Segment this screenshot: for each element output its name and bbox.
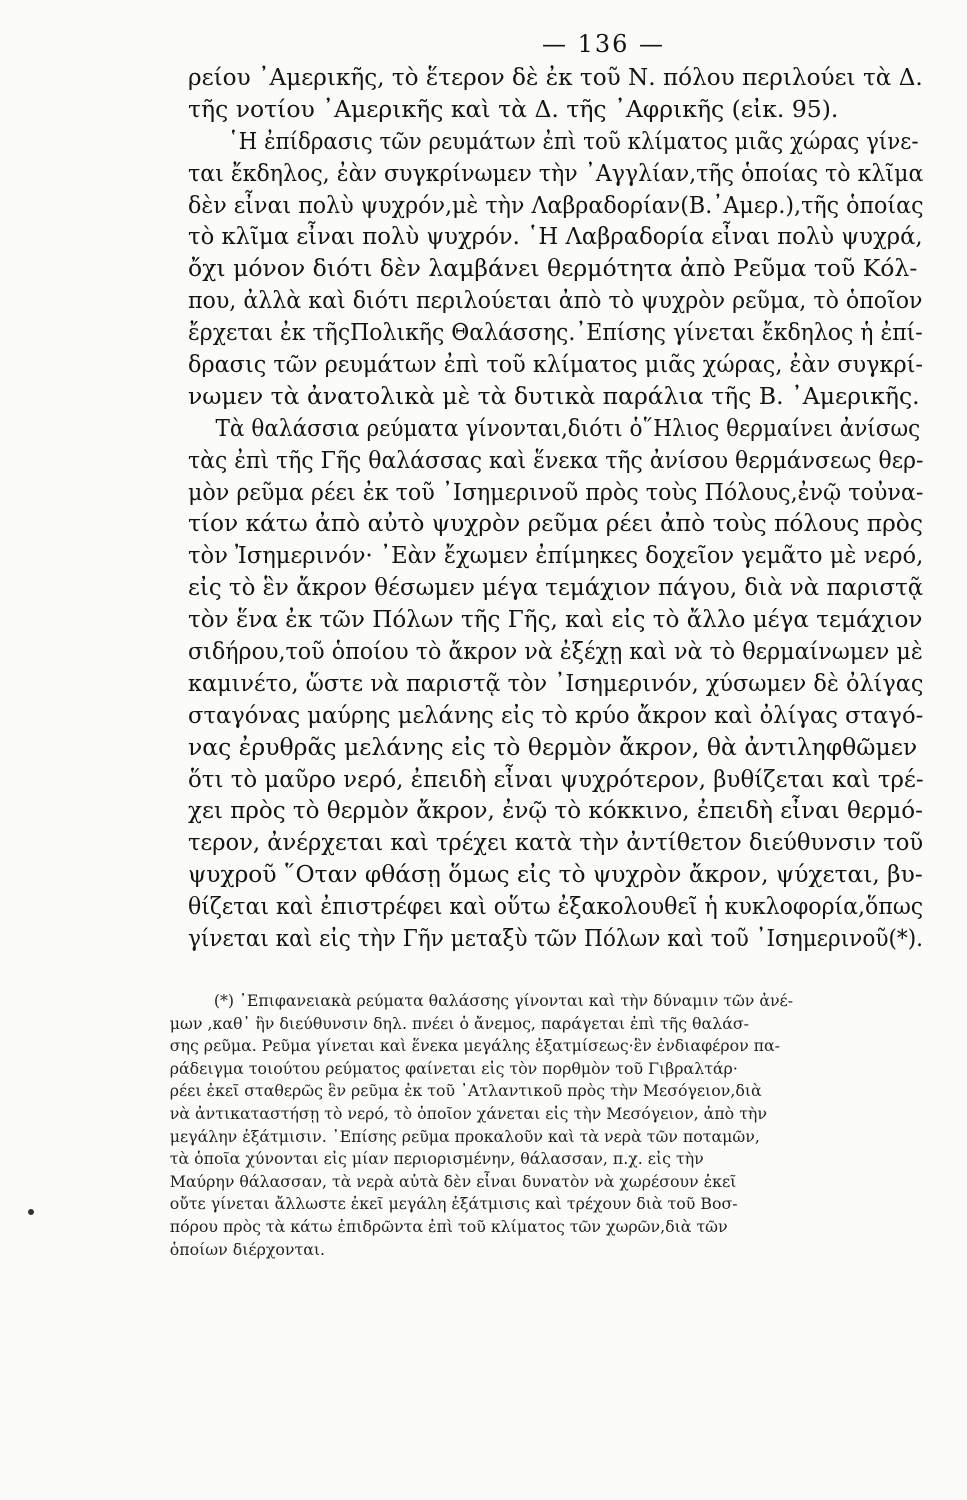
footnote-line: μων ,καθ᾿ ἣν διεύθυνσιν δηλ. πνέει ὁ ἄνεμος, παράγεται ἐπὶ τῆς θαλάσ-: [169, 1013, 749, 1033]
footnote-line: ρέει ἐκεῖ σταθερῶς ἓν ρεῦμα ἐκ τοῦ ᾿Ατλαντικοῦ πρὸς τὴν Μεσόγειον,διὰ: [169, 1081, 762, 1101]
footnote: [160, 990, 930, 1261]
page-number: — 136 —: [541, 30, 666, 58]
body-line: τὸν Ἰσημερινόν· ᾿Εὰν ἔχωμεν ἐπίμηκες δοχεῖον γεμᾶτο μὲ νερό,: [188, 541, 924, 570]
body-line: ται ἔκδηλος, ἐὰν συγκρίνωμεν τὴν ᾿Αγγλίαν,τῆς ὁποίας τὸ κλῖμα: [188, 158, 924, 187]
body-line: γίνεται καὶ εἰς τὴν Γῆν μεταξὺ τῶν Πόλων καὶ τοῦ ᾿Ισημερινοῦ(*).: [188, 924, 924, 953]
body-line: σταγόνας μαύρης μελάνης εἰς τὸ κρύο ἄκρον καὶ ὀλίγας σταγό-: [188, 700, 924, 729]
body-line: τερον, ἀνέρχεται καὶ τρέχει κατὰ τὴν ἀντίθετον διεύθυνσιν τοῦ: [188, 828, 924, 857]
body-line: τὰς ἐπὶ τῆς Γῆς θαλάσσας καὶ ἕνεκα τῆς ἀνίσου θερμάνσεως θερ-: [188, 445, 924, 474]
body-line: τῆς νοτίου ᾿Αμερικῆς καὶ τὰ Δ. τῆς ᾿Αφρικῆς (εἰκ. 95).: [188, 94, 839, 123]
footnote-line: πόρου πρὸς τὰ κάτω ἐπιδρῶντα ἐπὶ τοῦ κλίματος τῶν χωρῶν,διὰ τῶν: [169, 1216, 728, 1236]
footnote-line: ὁποίων διέρχονται.: [169, 1239, 326, 1259]
body-line: χει πρὸς τὸ θερμὸν ἄκρον, ἐνῷ τὸ κόκκινο, ἐπειδὴ εἶναι θερμό-: [188, 796, 923, 825]
body-text: [188, 62, 923, 955]
body-line: δρασις τῶν ρευμάτων ἐπὶ τοῦ κλίματος μιᾶς χώρας, ἐὰν συγκρί-: [188, 350, 923, 379]
footnote-line: μεγάλην ἐξάτμισιν. ᾿Επίσης ρεῦμα προκαλοῦν καὶ τὰ νερὰ τῶν ποταμῶν,: [169, 1126, 760, 1146]
body-line: νωμεν τὰ ἀνατολικὰ μὲ τὰ δυτικὰ παράλια τῆς Β. ᾿Αμερικῆς.: [188, 381, 920, 410]
body-line: σιδήρου,τοῦ ὁποίου τὸ ἄκρον νὰ ἐξέχῃ καὶ νὰ τὸ θερμαίνωμεν μὲ: [188, 637, 923, 666]
body-line: ὅτι τὸ μαῦρο νερό, ἐπειδὴ εἶναι ψυχρότερον, βυθίζεται καὶ τρέ-: [188, 764, 924, 793]
body-line: εἰς τὸ ἓν ἄκρον θέσωμεν μέγα τεμάχιον πάγου, διὰ νὰ παριστᾷ: [188, 573, 924, 602]
body-line: ψυχροῦ ῞Οταν φθάσῃ ὅμως εἰς τὸ ψυχρὸν ἄκρον, ψύχεται, βυ-: [188, 860, 923, 889]
body-line: ὄχι μόνον διότι δὲν λαμβάνει θερμότητα ἀπὸ Ρεῦμα τοῦ Κόλ-: [188, 254, 918, 283]
footnote-line: ράδειγμα τοιούτου ρεύματος φαίνεται εἰς τὸν πορθμὸν τοῦ Γιβραλτάρ·: [169, 1058, 738, 1078]
body-line: ῾Η ἐπίδρασις τῶν ρευμάτων ἐπὶ τοῦ κλίματος μιᾶς χώρας γίνε-: [227, 126, 919, 155]
footnote-line: σης ρεῦμα. Ρεῦμα γίνεται καὶ ἕνεκα μεγάλης ἐξατμίσεως·ἓν ἐνδιαφέρον πα-: [169, 1036, 781, 1056]
footnote-line: οὔτε γίνεται ἄλλωστε ἐκεῖ μεγάλη ἐξάτμισις καὶ τρέχουν διὰ τοῦ Βοσ-: [169, 1194, 738, 1214]
footnote-line: Μαύρην θάλασσαν, τὰ νερὰ αὐτὰ δὲν εἶναι δυνατὸν νὰ χωρέσουν ἐκεῖ: [169, 1171, 737, 1191]
footnote-line: νὰ ἀντικαταστήσῃ τὸ νερό, τὸ ὁποῖον χάνεται εἰς τὴν Μεσόγειον, ἀπὸ τὴν: [169, 1103, 767, 1123]
body-line: Τὰ θαλάσσια ρεύματα γίνονται,διότι ὁ῞Ηλιος θερμαίνει ἀνίσως: [215, 413, 921, 442]
body-line: ἔρχεται ἐκ τῆςΠολικῆς Θαλάσσης.᾿Επίσης γίνεται ἔκδηλος ἡ ἐπί-: [188, 318, 923, 347]
body-line: δὲν εἶναι πολὺ ψυχρόν,μὲ τὴν Λαβραδορίαν(Β.᾿Αμερ.),τῆς ὁποίας: [188, 190, 924, 219]
footnote-line: (*) ᾿Επιφανειακὰ ρεύματα θαλάσσης γίνονται καὶ τὴν δύναμιν τῶν ἀνέ-: [213, 991, 794, 1010]
body-line: τὸν ἕνα ἐκ τῶν Πόλων τῆς Γῆς, καὶ εἰς τὸ ἄλλο μέγα τεμάχιον: [188, 605, 923, 634]
body-line: καμινέτο, ὥστε νὰ παριστᾷ τὸν ᾿Ισημερινόν, χύσωμεν δὲ ὀλίγας: [188, 668, 924, 697]
body-line: μὸν ρεῦμα ρέει ἐκ τοῦ ᾿Ισημερινοῦ πρὸς τοὺς Πόλους,ἐνῷ τοὐνα-: [188, 477, 924, 506]
margin-dot: [28, 1209, 34, 1215]
body-line: τὸ κλῖμα εἶναι πολὺ ψυχρόν. ῾Η Λαβραδορία εἶναι πολὺ ψυχρά,: [188, 222, 923, 251]
body-line: που, ἀλλὰ καὶ διότι περιλούεται ἀπὸ τὸ ψυχρὸν ρεῦμα, τὸ ὁποῖον: [188, 286, 923, 315]
body-line: ρείου ᾿Αμερικῆς, τὸ ἕτερον δὲ ἐκ τοῦ Ν. πόλου περιλούει τὰ Δ.: [188, 63, 923, 91]
footnote-line: τὰ ὁποῖα χύνονται εἰς μίαν περιορισμένην, θάλασσαν, π.χ. εἰς τὴν: [169, 1149, 704, 1169]
body-line: θίζεται καὶ ἐπιστρέφει καὶ οὕτω ἐξακολουθεῖ ἡ κυκλοφορία,ὅπως: [188, 892, 924, 921]
body-line: νας ἐρυθρᾶς μελάνης εἰς τὸ θερμὸν ἄκρον, θὰ ἀντιληφθῶμεν: [188, 732, 918, 761]
body-line: τίον κάτω ἀπὸ αὐτὸ ψυχρὸν ρεῦμα ρέει ἀπὸ τοὺς πόλους πρὸς: [188, 509, 923, 538]
